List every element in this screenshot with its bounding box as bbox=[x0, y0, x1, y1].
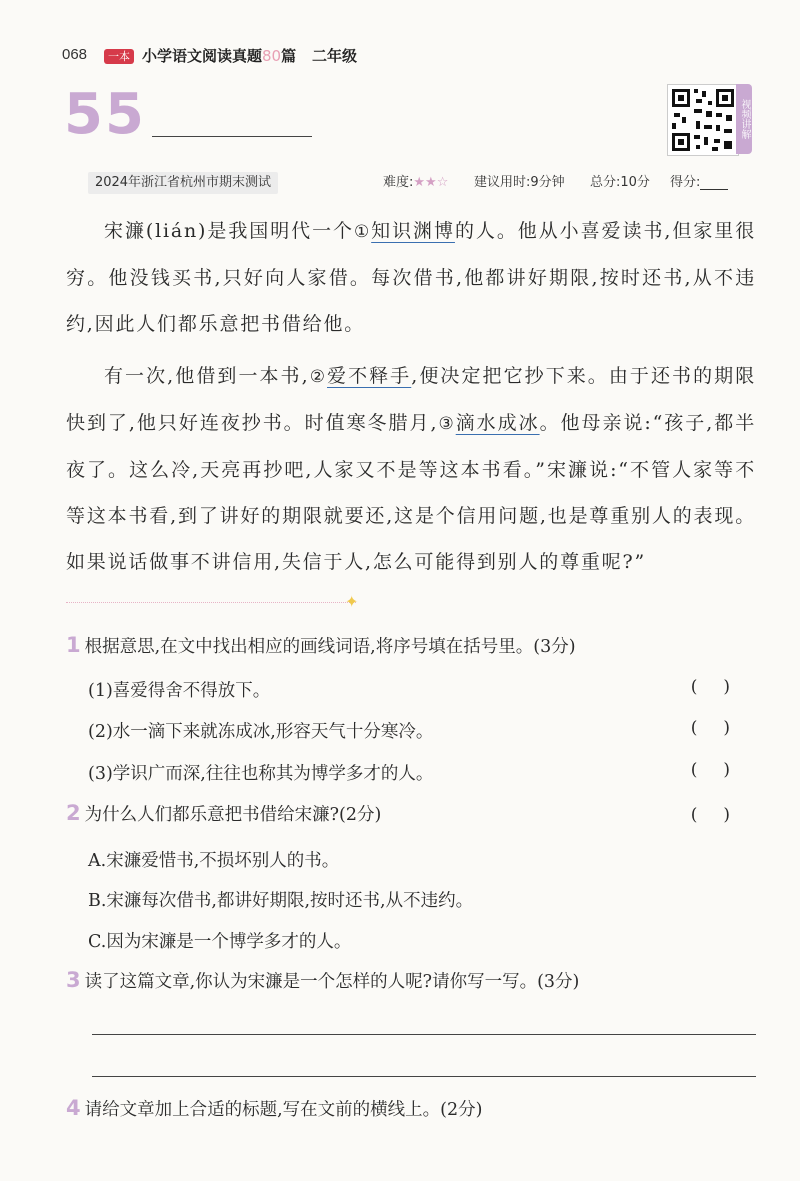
p2-text-a: 有一次,他借到一本书, bbox=[104, 365, 310, 387]
question-4-number: 4 bbox=[66, 1096, 81, 1120]
difficulty bbox=[383, 172, 448, 194]
q1-item-2-text: (2)水一滴下来就冻成冰,形容天气十分寒冷。 bbox=[88, 722, 434, 742]
q2-option-a: A.宋濂爱惜书,不损坏别人的书。 bbox=[88, 851, 340, 871]
paragraph-2 bbox=[66, 353, 756, 585]
p1-text-a: 宋濂(lián)是我国明代一个 bbox=[104, 220, 354, 242]
series-title bbox=[142, 45, 296, 66]
difficulty-stars-icon: ★★☆ bbox=[413, 175, 449, 190]
q2-option-b: B.宋濂每次借书,都讲好期限,按时还书,从不违约。 bbox=[88, 891, 474, 911]
section-divider bbox=[66, 602, 356, 603]
score-label: 得分: bbox=[670, 175, 701, 190]
brand-badge: 一本 bbox=[104, 49, 134, 64]
underlined-word-2: 爱不释手 bbox=[327, 365, 412, 387]
question-2 bbox=[66, 801, 756, 826]
marker-1: ① bbox=[353, 222, 372, 242]
q1-item-2 bbox=[88, 718, 756, 743]
p2-text-c: 。他母亲说:“孩子,都半夜了。这么冷,天亮再抄吧,人家又不是等这本书看。”宋濂说:“不管人家等不等这本书看,到了讲好的期限就要还,这是个信用问题,也是尊重别人的表现。如果说话做事不讲信用,失信于人,怎么可能得到别人的尊重呢?” bbox=[66, 412, 757, 573]
score-field[interactable] bbox=[670, 172, 728, 194]
question-3-number: 3 bbox=[66, 968, 81, 992]
passage bbox=[66, 208, 756, 585]
q1-item-3-text: (3)学识广而深,往往也称其为博学多才的人。 bbox=[88, 764, 434, 784]
answer-line-1[interactable] bbox=[92, 1034, 756, 1035]
suggested-time: 建议用时:9分钟 bbox=[474, 175, 565, 190]
total-score: 总分:10分 bbox=[590, 175, 650, 190]
video-explain-tab[interactable]: 视频讲解 bbox=[736, 84, 752, 154]
source-label: 2024年浙江省杭州市期末测试 bbox=[88, 172, 278, 194]
question-1-text: 根据意思,在文中找出相应的画线词语,将序号填在括号里。(3分) bbox=[84, 637, 576, 657]
marker-3: ③ bbox=[438, 414, 456, 434]
q1-item-1 bbox=[88, 677, 756, 702]
grade-label: 二年级 bbox=[312, 47, 358, 65]
answer-bracket[interactable]: () bbox=[690, 677, 756, 697]
series-count: 80 bbox=[262, 47, 282, 65]
underlined-word-1: 知识渊博 bbox=[371, 220, 455, 242]
answer-bracket[interactable]: () bbox=[690, 760, 756, 780]
q2-option-c: C.因为宋濂是一个博学多才的人。 bbox=[88, 932, 352, 952]
p1-text-b: 的人。他从小喜爱读书,但家里很穷。他没钱买书,只好向人家借。每次借书,他都讲好期限,按时还书,从不违约,因此人们都乐意把书借给他。 bbox=[66, 220, 756, 335]
article-number: 55 bbox=[64, 82, 146, 147]
underlined-word-3: 滴水成冰 bbox=[455, 412, 540, 434]
qr-code-icon[interactable] bbox=[667, 84, 739, 156]
score-blank[interactable] bbox=[700, 175, 728, 190]
marker-2: ② bbox=[309, 367, 328, 387]
question-3-text: 读了这篇文章,你认为宋濂是一个怎样的人呢?请你写一写。(3分) bbox=[84, 972, 580, 992]
question-4-text: 请给文章加上合适的标题,写在文前的横线上。(2分) bbox=[84, 1100, 483, 1120]
question-2-number: 2 bbox=[66, 801, 81, 825]
page-number: 068 bbox=[62, 46, 88, 63]
difficulty-label: 难度: bbox=[383, 175, 414, 190]
series-title-pre: 小学语文阅读真题 bbox=[142, 47, 263, 65]
answer-bracket[interactable]: () bbox=[690, 718, 756, 738]
question-3 bbox=[66, 968, 756, 993]
paragraph-1 bbox=[66, 208, 756, 347]
question-2-text: 为什么人们都乐意把书借给宋濂?(2分) bbox=[84, 805, 382, 825]
series-title-post: 篇 bbox=[281, 47, 297, 65]
question-4 bbox=[66, 1096, 756, 1121]
q1-item-3 bbox=[88, 760, 756, 785]
question-1-number: 1 bbox=[66, 633, 81, 657]
answer-bracket[interactable]: () bbox=[690, 805, 756, 825]
answer-line-2[interactable] bbox=[92, 1076, 756, 1077]
star-icon: ✦ bbox=[345, 592, 359, 611]
p2-text-b: ,便决定把它抄下来。由于还书的期限快到了,他只好连夜抄书。时值寒冬腊月, bbox=[66, 365, 756, 434]
title-blank-line[interactable] bbox=[152, 136, 312, 137]
qr-code-graphic bbox=[668, 85, 738, 155]
q1-item-1-text: (1)喜爱得舍不得放下。 bbox=[88, 681, 271, 701]
question-1 bbox=[66, 633, 756, 658]
